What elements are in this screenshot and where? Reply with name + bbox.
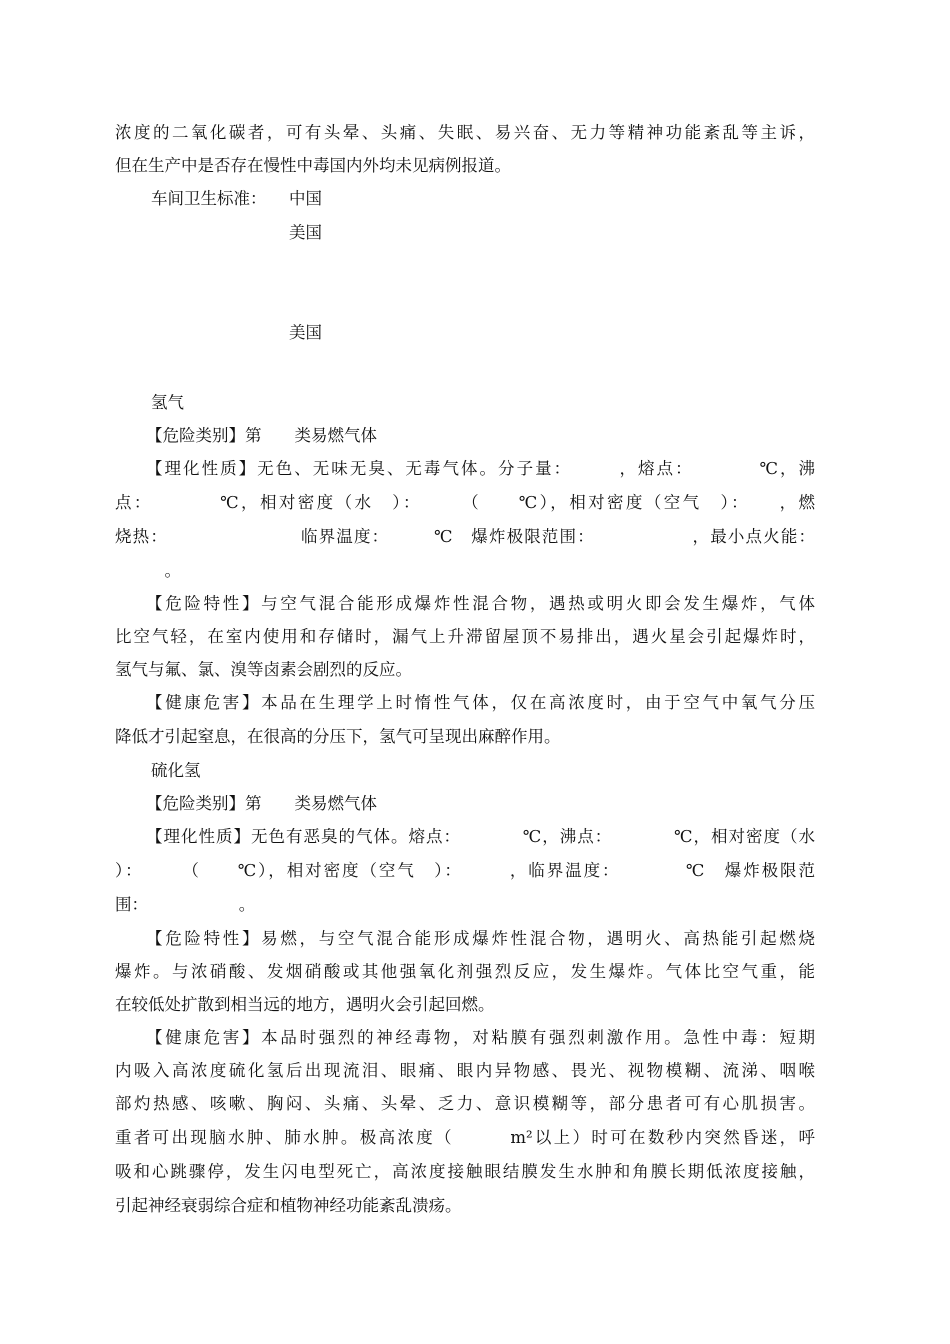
co2-health-line-1: 浓度的二氧化碳者，可有头晕、头痛、失眠、易兴奋、无力等精神功能紊乱等主诉， [115,123,815,142]
h2s-props-line-1: 【理化性质】无色有恶臭的气体。熔点： ℃，沸点： ℃，相对密度（水 [146,827,815,846]
h2s-health-line-5: 吸和心跳骤停，发生闪电型死亡，高浓度接触眼结膜发生水肿和角膜长期低浓度接触， [115,1162,815,1181]
h2s-danger-line-1: 【危险特性】易燃，与空气混合能形成爆炸性混合物，遇明火、高热能引起燃烧 [146,929,815,948]
hydrogen-props-line-3: 烧热： 临界温度： ℃ 爆炸极限范围： ，最小点火能： [115,527,815,546]
hydrogen-title: 氢气 [151,393,184,412]
h2s-health-line-1: 【健康危害】本品时强烈的神经毒物，对粘膜有强烈刺激作用。急性中毒：短期 [146,1028,815,1047]
workshop-standard-label: 车间卫生标准： [151,189,267,208]
co2-health-line-2: 但在生产中是否存在慢性中毒国内外均未见病例报道。 [115,156,511,175]
hydrogen-danger-line-1: 【危险特性】与空气混合能形成爆炸性混合物，遇热或明火即会发生爆炸，气体 [146,594,815,613]
h2s-health-line-2: 内吸入高浓度硫化氢后出现流泪、眼痛、眼内异物感、畏光、视物模糊、流涕、咽喉 [115,1061,815,1080]
h2s-props-line-3: 围： 。 [115,895,256,914]
h2s-health-line-4: 重者可出现脑水肿、肺水肿。极高浓度（ m²以上）时可在数秒内突然昏迷，呼 [115,1128,815,1147]
standard-us-2: 美国 [289,323,322,342]
hydrogen-health-line-2: 降低才引起窒息，在很高的分压下，氢气可呈现出麻醉作用。 [115,727,561,746]
h2s-danger-line-3: 在较低处扩散到相当远的地方，遇明火会引起回燃。 [115,995,495,1014]
hydrogen-props-line-4: 。 [115,561,181,580]
hydrogen-props-line-1: 【理化性质】无色、无味无臭、无毒气体。分子量： ，熔点： ℃，沸 [146,459,815,478]
h2s-danger-line-2: 爆炸。与浓硝酸、发烟硝酸或其他强氧化剂强烈反应，发生爆炸。气体比空气重，能 [115,962,815,981]
standard-china: 中国 [289,189,322,208]
h2s-hazard-class: 【危险类别】第 类易燃气体 [146,794,377,813]
h2s-health-line-3: 部灼热感、咳嗽、胸闷、头痛、头晕、乏力、意识模糊等，部分患者可有心肌损害。 [115,1094,815,1113]
hydrogen-danger-line-3: 氢气与氟、氯、溴等卤素会剧烈的反应。 [115,660,412,679]
standard-us-1: 美国 [289,223,322,242]
hydrogen-props-line-2: 点： ℃，相对密度（水 ）： （ ℃），相对密度（空气 ）： ，燃 [115,493,815,512]
hydrogen-hazard-class: 【危险类别】第 类易燃气体 [146,426,377,445]
hydrogen-danger-line-2: 比空气轻，在室内使用和存储时，漏气上升滞留屋顶不易排出，遇火星会引起爆炸时， [115,627,815,646]
h2s-health-line-6: 引起神经衰弱综合症和植物神经功能紊乱溃疡。 [115,1196,462,1215]
hydrogen-health-line-1: 【健康危害】本品在生理学上时惰性气体，仅在高浓度时，由于空气中氧气分压 [146,693,815,712]
h2s-props-line-2: ）： （ ℃），相对密度（空气 ）： ，临界温度： ℃ 爆炸极限范 [115,861,815,880]
h2s-title: 硫化氢 [151,761,201,780]
